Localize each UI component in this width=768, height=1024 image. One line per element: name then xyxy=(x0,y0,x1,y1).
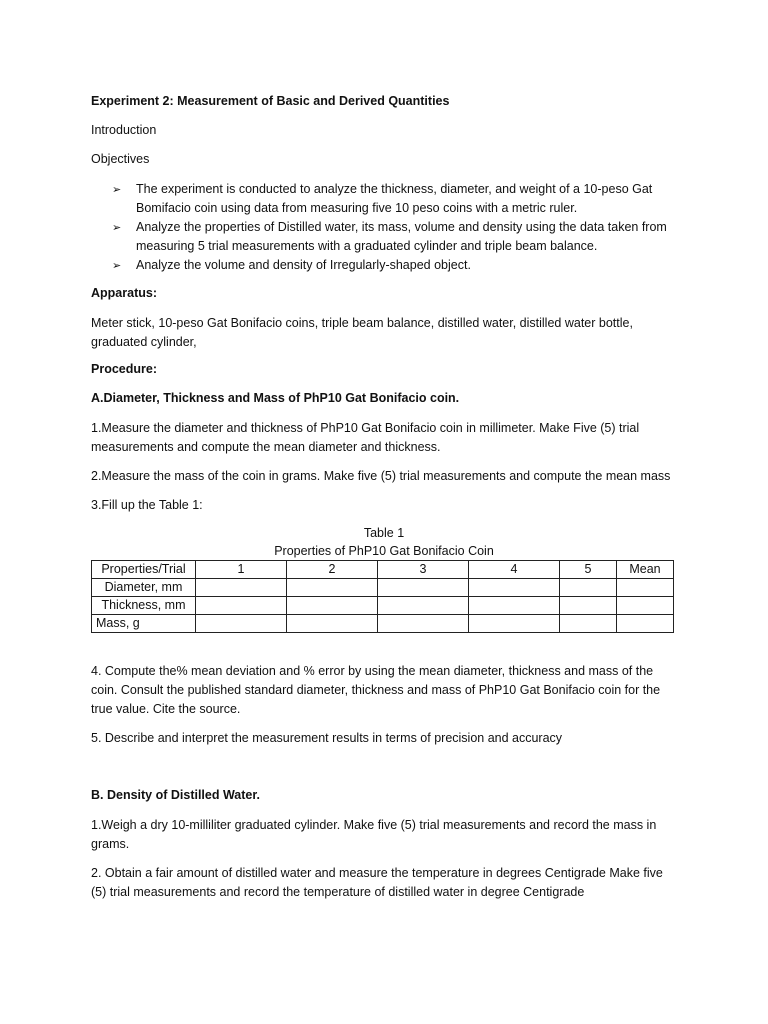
apparatus-line-2: graduated cylinder, xyxy=(91,335,197,349)
step-b1-line-2: grams. xyxy=(91,837,130,851)
table-row xyxy=(92,615,674,633)
apparatus-heading: Apparatus: xyxy=(91,286,157,300)
table-cell xyxy=(469,615,560,633)
table-header-cell: 5 xyxy=(560,561,617,579)
table-header-cell: Properties/Trial xyxy=(92,561,196,579)
step-a4-line-3: true value. Cite the source. xyxy=(91,702,241,716)
table-cell xyxy=(287,597,378,615)
objectives-heading: Objectives xyxy=(91,152,150,166)
table-cell xyxy=(196,597,287,615)
objective-1-line-1: The experiment is conducted to analyze the thickness, diameter, and weight of a 10-peso Gat xyxy=(136,182,653,196)
table-cell xyxy=(469,579,560,597)
step-b2-line-2: (5) trial measurements and record the temperature of distilled water in degree Centigrade xyxy=(91,885,585,899)
table-cell xyxy=(287,579,378,597)
table-cell xyxy=(287,615,378,633)
table-row-label: Diameter, mm xyxy=(92,579,196,597)
table-header-cell: 3 xyxy=(378,561,469,579)
table-cell xyxy=(378,615,469,633)
bullet-arrow-icon: ➢ xyxy=(112,222,122,234)
table-row xyxy=(92,579,674,597)
step-a2: 2.Measure the mass of the coin in grams. Make five (5) trial measurements and compute the mean mass xyxy=(91,469,671,483)
table-caption-number: Table 1 xyxy=(363,526,405,540)
step-a1-line-2: measurements and compute the mean diameter and thickness. xyxy=(91,440,441,454)
document-title: Experiment 2: Measurement of Basic and Derived Quantities xyxy=(91,94,450,108)
apparatus-line-1: Meter stick, 10-peso Gat Bonifacio coins, triple beam balance, distilled water, distilled water bottle, xyxy=(91,316,633,330)
introduction-heading: Introduction xyxy=(91,123,157,137)
objective-2-line-1: Analyze the properties of Distilled water, its mass, volume and density using the data taken from xyxy=(136,220,667,234)
section-a-heading: A.Diameter, Thickness and Mass of PhP10 Gat Bonifacio coin. xyxy=(91,391,460,405)
step-a4-line-2: coin. Consult the published standard diameter, thickness and mass of PhP10 Gat Bonifacio coin for the xyxy=(91,683,661,697)
section-b-heading: B. Density of Distilled Water. xyxy=(91,788,261,802)
step-b2-line-1: 2. Obtain a fair amount of distilled water and measure the temperature in degrees Centigrade Make five xyxy=(91,866,663,880)
step-a3: 3.Fill up the Table 1: xyxy=(91,498,203,512)
table-cell xyxy=(469,597,560,615)
table-header-cell: 2 xyxy=(287,561,378,579)
table-cell xyxy=(196,615,287,633)
table-cell xyxy=(560,579,617,597)
table-caption-title: Properties of PhP10 Gat Bonifacio Coin xyxy=(274,544,494,558)
table-cell xyxy=(617,615,674,633)
step-a4-line-1: 4. Compute the% mean deviation and % error by using the mean diameter, thickness and mass of the xyxy=(91,664,654,678)
table-header-cell: Mean xyxy=(617,561,674,579)
table-cell xyxy=(560,597,617,615)
table-cell xyxy=(196,579,287,597)
bullet-arrow-icon: ➢ xyxy=(112,260,122,272)
table-row-label: Thickness, mm xyxy=(92,597,196,615)
table-cell xyxy=(378,597,469,615)
table-cell xyxy=(560,615,617,633)
objective-1-line-2: Bomifacio coin using data from measuring five 10 peso coins with a metric ruler. xyxy=(136,201,578,215)
table-cell xyxy=(617,597,674,615)
table-row xyxy=(92,597,674,615)
table-cell xyxy=(617,579,674,597)
table-header-row xyxy=(92,561,674,579)
table-cell xyxy=(378,579,469,597)
properties-table xyxy=(91,560,674,633)
step-a5: 5. Describe and interpret the measurement results in terms of precision and accuracy xyxy=(91,731,563,745)
step-b1-line-1: 1.Weigh a dry 10-milliliter graduated cylinder. Make five (5) trial measurements and record the mass in xyxy=(91,818,657,832)
table-row-label: Mass, g xyxy=(92,615,196,633)
objective-3-line-1: Analyze the volume and density of Irregularly-shaped object. xyxy=(136,258,471,272)
table-header-cell: 4 xyxy=(469,561,560,579)
procedure-heading: Procedure: xyxy=(91,362,157,376)
step-a1-line-1: 1.Measure the diameter and thickness of PhP10 Gat Bonifacio coin in millimeter. Make Five (5) trial xyxy=(91,421,640,435)
bullet-arrow-icon: ➢ xyxy=(112,184,122,196)
table-header-cell: 1 xyxy=(196,561,287,579)
objective-2-line-2: measuring 5 trial measurements with a graduated cylinder and triple beam balance. xyxy=(136,239,598,253)
